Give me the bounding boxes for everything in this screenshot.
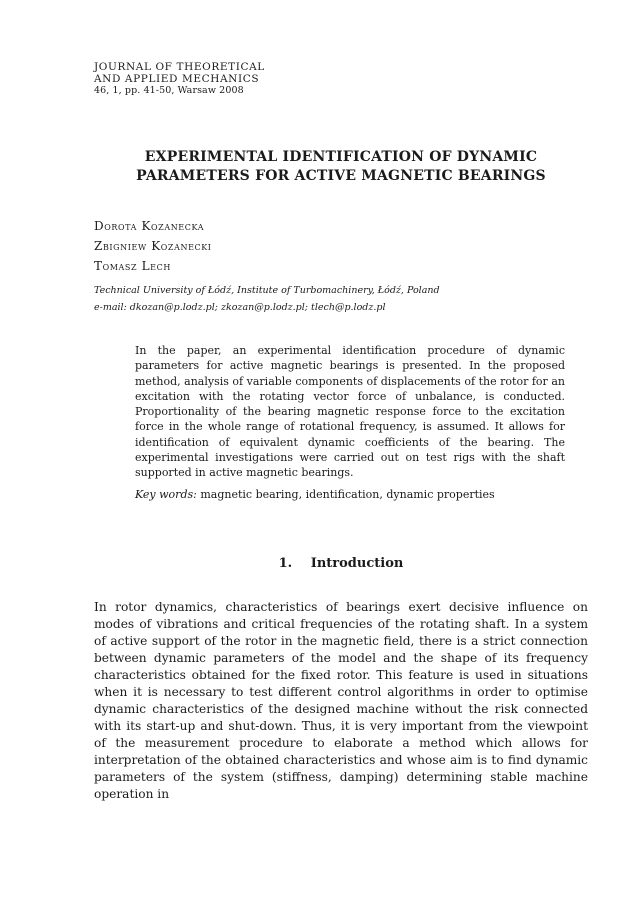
paper-title <box>94 148 588 186</box>
paper-title-line2: PARAMETERS FOR ACTIVE MAGNETIC BEARINGS <box>136 168 546 184</box>
section-title: Introduction <box>310 556 404 571</box>
keywords <box>135 487 565 502</box>
author-name: Dorota Kozanecka <box>94 219 205 233</box>
author-name: Tomasz Lech <box>94 259 171 273</box>
section-number: 1. <box>278 556 293 571</box>
affiliation-emails: e-mail: dkozan@p.lodz.pl; zkozan@p.lodz.pl; tlech@p.lodz.pl <box>94 302 386 313</box>
author-name: Zbigniew Kozanecki <box>94 239 212 253</box>
abstract-text: In the paper, an experimental identification procedure of dynamic parameters for active magnetic bearings is presented. In the proposed method, analysis of variable components of displacements of the rotor for an excitation with the rotating vector force of unbalance, is conducted. Proportionality of the bearing magnetic response force to the excitation force in the whole range of rotational frequency, is assumed. It allows for identification of equivalent dynamic coefficients of the bearing. The experimental investigations were carried out on test rigs with the shaft supported in active magnetic bearings. <box>135 344 565 480</box>
body-paragraph: In rotor dynamics, characteristics of bearings exert decisive influence on modes of vibrations and critical frequencies of the rotating shaft. In a system of active support of the rotor in the magnetic field, there is a strict connection between dynamic parameters of the model and the shape of its frequency characteristics obtained for the fixed rotor. This feature is used in situations when it is necessary to test different control algorithms in order to optimise dynamic characteristics of the designed machine without the risk connected with its start-up and shut-down. Thus, it is very important from the viewpoint of the measurement procedure to elaborate a method which allows for interpretation of the obtained characteristics and whose aim is to find dynamic parameters of the system (stiffness, damping) determining stable machine operation in <box>94 600 588 801</box>
journal-reference: 46, 1, pp. 41-50, Warsaw 2008 <box>94 85 244 96</box>
journal-name-line1: JOURNAL OF THEORETICAL <box>94 61 265 73</box>
body-text <box>94 599 588 803</box>
section-heading <box>94 556 588 571</box>
keywords-list: magnetic bearing, identification, dynamic properties <box>200 487 495 501</box>
affiliation-institution: Technical University of Łódź, Institute of Turbomachinery, Łódź, Poland <box>94 285 440 296</box>
affiliation <box>94 282 588 316</box>
paper-title-line1: EXPERIMENTAL IDENTIFICATION OF DYNAMIC <box>144 149 538 165</box>
journal-header <box>94 61 265 97</box>
author-list <box>94 216 212 276</box>
journal-name-line2: AND APPLIED MECHANICS <box>94 73 260 85</box>
abstract <box>135 343 565 502</box>
keywords-label: Key words: <box>135 487 197 501</box>
